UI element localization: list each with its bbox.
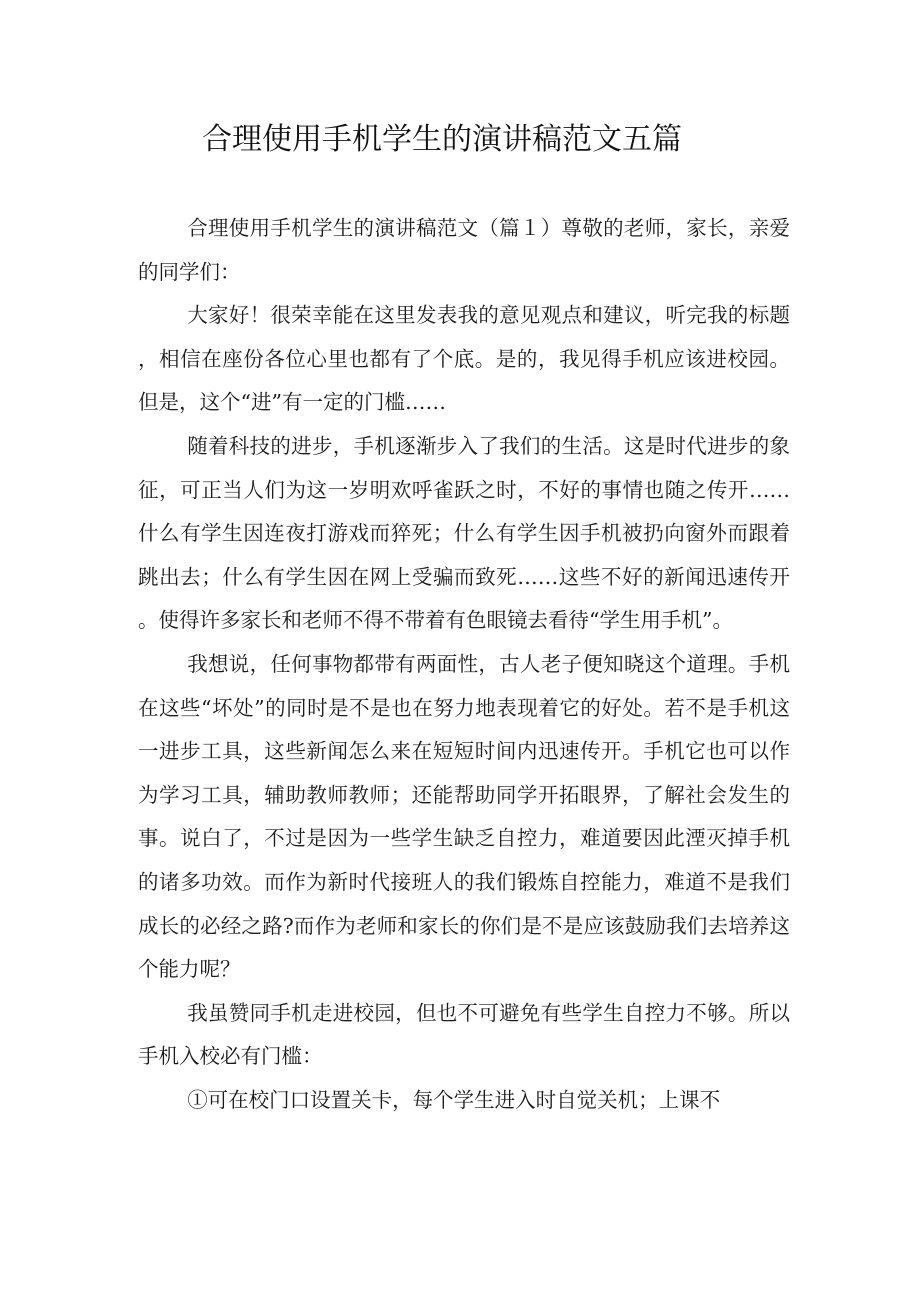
paragraph-1: 合理使用手机学生的演讲稿范文（篇１）尊敬的老师，家长，亲爱的同学们：	[138, 216, 790, 284]
document-title: 合理使用手机学生的演讲稿范文五篇	[202, 122, 682, 157]
paragraph-5: 我虽赞同手机走进校园，但也不可避免有些学生自控力不够。所以手机入校必有门槛：	[138, 1000, 790, 1069]
paragraph-6: ①可在校门口设置关卡，每个学生进入时自觉关机；上课不	[187, 1087, 721, 1112]
document-body	[138, 207, 790, 1122]
paragraph-2: 大家好！很荣幸能在这里发表我的意见观点和建议，听完我的标题，相信在座份各位心里也都有了个底。是的，我见得手机应该进校园。但是，这个“进”有一定的门槛……	[138, 303, 790, 415]
paragraph-4: 我想说，任何事物都带有两面性，古人老子便知晓这个道理。手机在这些“坏处”的同时是不是也在努力地表现着它的好处。若不是手机这一进步工具，这些新闻怎么来在短短时间内迅速传开。手机它也可以作为学习工具，辅助教师教师；还能帮助同学开拓眼界，了解社会发生的事。说白了，不过是因为一些学生缺乏自控力，难道要因此湮灭掉手机的诸多功效。而作为新时代接班人的我们锻炼自控能力，难道不是我们成长的必经之路?而作为老师和家长的你们是不是应该鼓励我们去培养这个能力呢？	[138, 651, 790, 982]
paragraph-3: 随着科技的进步，手机逐渐步入了我们的生活。这是时代进步的象征，可正当人们为这一岁明欢呼雀跃之时，不好的事情也随之传开……什么有学生因连夜打游戏而猝死；什么有学生因手机被扔向窗外而跟着跳出去；什么有学生因在网上受骗而致死……这些不好的新闻迅速传开。使得许多家长和老师不得不带着有色眼镜去看待“学生用手机”。	[138, 433, 790, 633]
